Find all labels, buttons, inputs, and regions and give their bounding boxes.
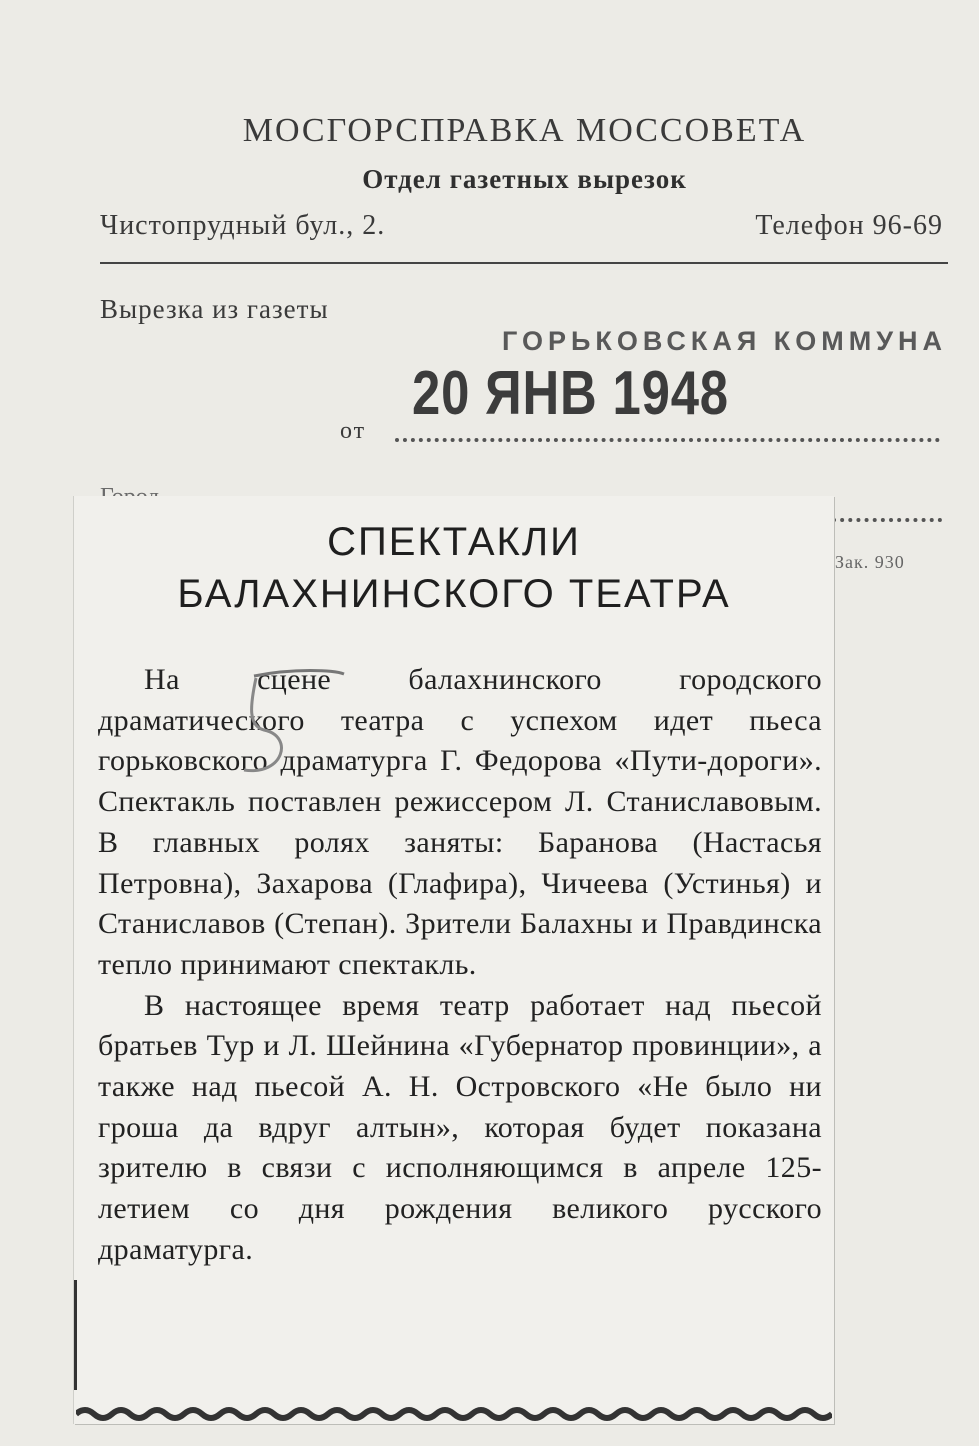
- article-title: [74, 516, 834, 620]
- bureau-phone: Телефон 96-69: [755, 210, 943, 241]
- wavy-rule: [76, 1404, 832, 1424]
- order-number: Зак. 930: [835, 552, 905, 572]
- article-paragraph-1: На сцене балахнинского городского драматического театра с успехом идет пьеса горьковского драматурга Г. Федорова «Пути-дороги». Спектакль поставлен режиссером Л. Станиславовым. В главных ролях заняты: Баранова (Настасья Петровна), Захарова (Глафира), Чичеева (Устинья) и Станиславов (Степан). Зрители Балахны и Правдинска тепло принимают спектакль.: [98, 663, 822, 981]
- newspaper-name-stamp: ГОРЬКОВСКАЯ КОММУНА: [502, 326, 947, 356]
- article-paragraph-2: В настоящее время театр работает над пьесой братьев Тур и Л. Шейнина «Губернатор провинции», а также над пьесой А. Н. Островского «Не было ни гроша да вдруг алтын», которая будет показана зрителю в связи с исполняющимся в апреле 125-летием со дня рождения великого русского драматурга.: [98, 988, 822, 1266]
- date-label: от: [340, 418, 367, 444]
- date-dotted-line: [395, 438, 940, 442]
- article-body: [98, 660, 822, 1271]
- bureau-title: МОСГОРСПРАВКА МОССОВЕТА: [242, 112, 807, 149]
- pencil-mark-icon: [224, 666, 354, 786]
- dotted-line: [832, 518, 942, 522]
- bureau-address: Чистопрудный бул., 2.: [100, 210, 386, 241]
- article-title-line-1: СПЕКТАКЛИ: [327, 520, 581, 564]
- margin-line: [74, 1280, 77, 1390]
- department-subtitle: Отдел газетных вырезок: [362, 164, 687, 194]
- newspaper-clipping: [74, 496, 834, 1424]
- article-title-line-2: БАЛАХНИНСКОГО ТЕАТРА: [177, 572, 731, 616]
- source-label: Вырезка из газеты: [100, 294, 329, 324]
- header-divider: [100, 262, 948, 264]
- date-stamp: 20 ЯНВ 1948: [412, 359, 729, 428]
